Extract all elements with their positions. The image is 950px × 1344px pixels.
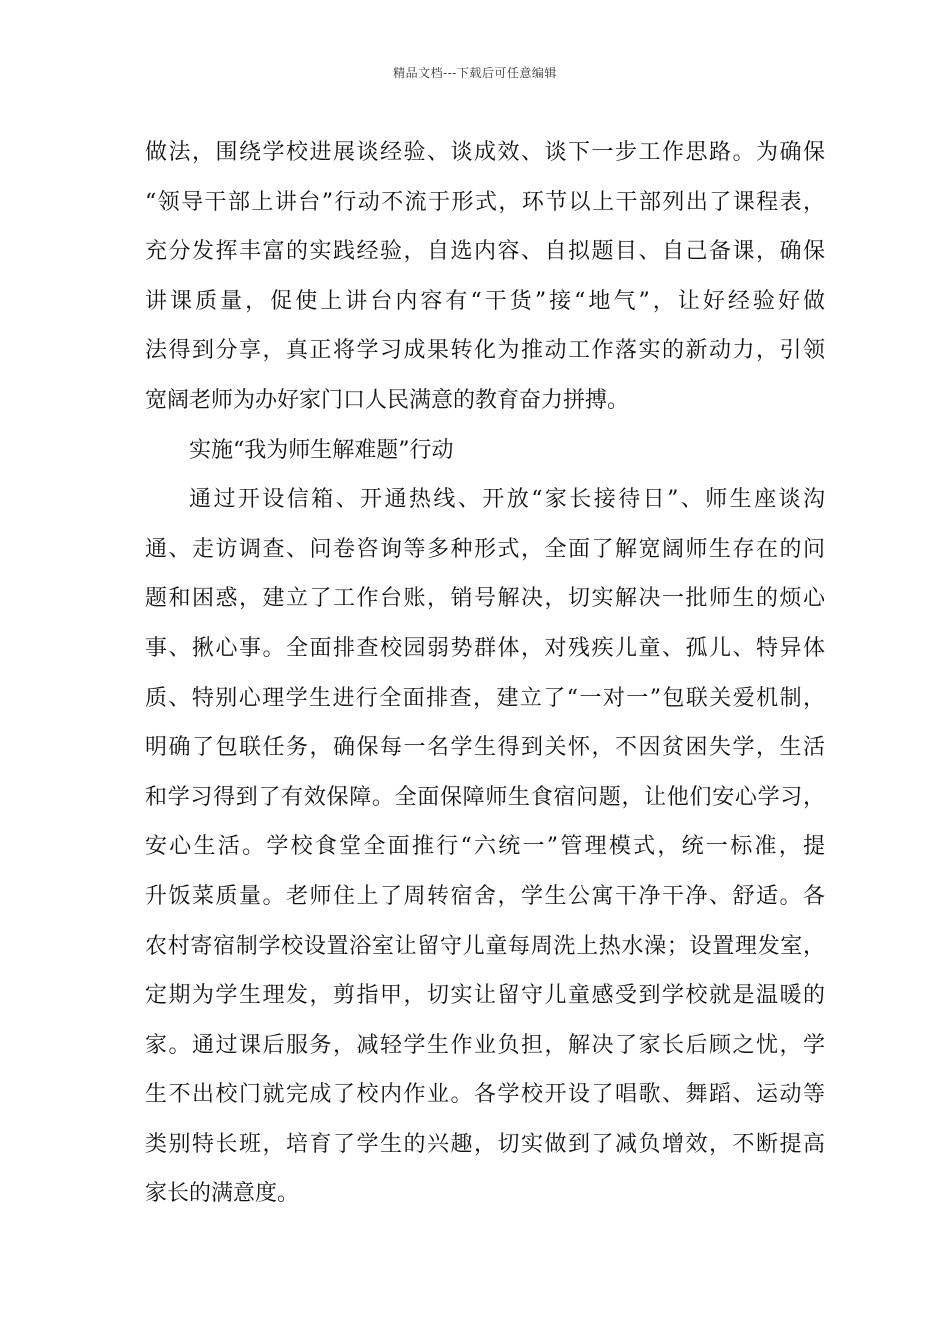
page-header: 精品文档---下载后可任意编辑 <box>393 66 557 80</box>
text-line: 和学习得到了有效保障。全面保障师生食宿问题，让他们安心学习， <box>145 784 825 810</box>
text-line: 讲课质量，促使上讲台内容有“干货”接“地气”，让好经验好做 <box>145 288 825 314</box>
text-line: 做法，围绕学校进展谈经验、谈成效、谈下一步工作思路。为确保 <box>145 140 825 165</box>
text-line: “领导干部上讲台”行动不流于形式，环节以上干部列出了课程表， <box>145 189 825 215</box>
document-body <box>145 128 825 1219</box>
text-line: 质、特别心理学生进行全面排查，建立了“一对一”包联关爱机制， <box>145 685 825 711</box>
text-line: 事、揪心事。全面排查校园弱势群体，对残疾儿童、孤儿、特异体 <box>145 635 825 661</box>
text-line: 农村寄宿制学校设置浴室让留守儿童每周洗上热水澡；设置理发室， <box>145 933 825 959</box>
text-line: 充分发挥丰富的实践经验，自选内容、自拟题目、自己备课，确保 <box>145 239 825 265</box>
text-line: 类别特长班，培育了学生的兴趣，切实做到了减负增效，不断提高 <box>145 1131 825 1157</box>
text-line: 明确了包联任务，确保每一名学生得到关怀，不因贫困失学，生活 <box>145 735 825 761</box>
text-line: 家。通过课后服务，减轻学生作业负担，解决了家长后顾之忧，学 <box>145 1032 825 1058</box>
text-line: 法得到分享，真正将学习成果转化为推动工作落实的新动力，引领 <box>145 338 825 364</box>
text-line: 家长的满意度。 <box>145 1181 300 1207</box>
text-line: 定期为学生理发，剪指甲，切实让留守儿童感受到学校就是温暖的 <box>145 983 825 1009</box>
section-heading: 实施“我为师生解难题”行动 <box>189 437 454 463</box>
text-line: 安心生活。学校食堂全面推行“六统一”管理模式，统一标准，提 <box>145 834 825 860</box>
text-line: 通、走访调查、问卷咨询等多种形式，全面了解宽阔师生存在的问 <box>145 536 825 562</box>
text-line: 生不出校门就完成了校内作业。各学校开设了唱歌、舞蹈、运动等 <box>145 1082 825 1108</box>
text-line: 通过开设信箱、开通热线、开放“家长接待日”、师生座谈沟 <box>189 487 825 513</box>
text-line: 宽阔老师为办好家门口人民满意的教育奋力拼搏。 <box>145 387 630 413</box>
text-line: 升饭菜质量。老师住上了周转宿舍，学生公寓干净干净、舒适。各 <box>145 883 825 909</box>
text-line: 题和困惑，建立了工作台账，销号解决，切实解决一批师生的烦心 <box>145 586 825 612</box>
